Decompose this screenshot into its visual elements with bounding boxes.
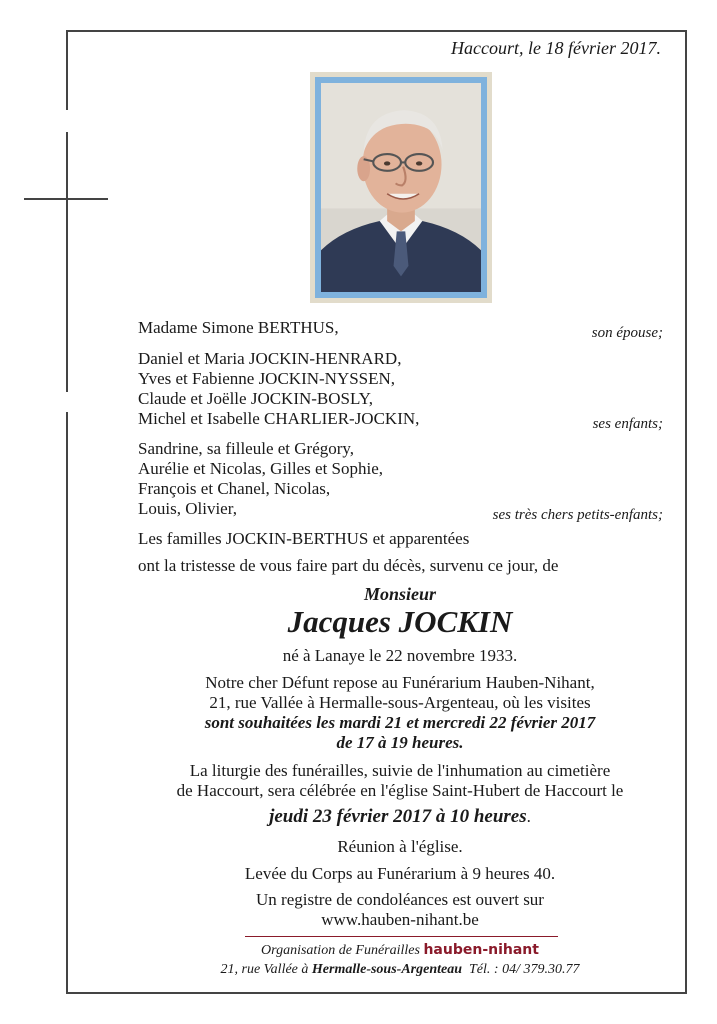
grandchild-line: François et Chanel, Nicolas,	[138, 479, 331, 498]
visitation-hours: de 17 à 19 heures.	[336, 733, 464, 752]
footer-divider	[245, 936, 558, 937]
honorific: Monsieur	[363, 584, 437, 604]
organiser-label: Organisation de Funérailles	[261, 943, 420, 958]
condolences-block	[110, 890, 690, 930]
deceased-name: Jacques JOCKIN	[287, 604, 513, 639]
meeting-block	[110, 837, 690, 857]
liturgy-date-block	[110, 807, 690, 827]
liturgy-line: La liturgie des funérailles, suivie de l'inhumation au cimetière	[189, 761, 611, 780]
birth-block	[110, 646, 690, 666]
grandchild-line: Louis, Olivier,	[138, 499, 237, 518]
liturgy-line: de Haccourt, sera célébrée en l'église Saint-Hubert de Haccourt le	[176, 781, 624, 800]
portrait-mat	[310, 72, 492, 303]
address-town: Hermalle-sous-Argenteau	[311, 962, 463, 977]
child-couple: Daniel et Maria JOCKIN-HENRARD,	[138, 349, 402, 368]
frame-left-border	[66, 412, 68, 994]
visitation-line: Notre cher Défunt repose au Funérarium Hauben-Nihant,	[205, 673, 595, 692]
children-role: ses enfants;	[592, 416, 663, 432]
portrait-border	[315, 77, 487, 298]
meeting-line: Réunion à l'église.	[337, 837, 463, 856]
child-couple: Claude et Joëlle JOCKIN-BOSLY,	[138, 389, 374, 408]
child-couple: Yves et Fabienne JOCKIN-NYSSEN,	[138, 369, 396, 388]
footer-address	[110, 962, 690, 978]
spouse-name: Madame Simone BERTHUS,	[138, 318, 339, 337]
grandchild-line: Sandrine, sa filleule et Grégory,	[138, 439, 355, 458]
visitation-dates: sont souhaitées les mardi 21 et mercredi 22 février 2017	[204, 713, 596, 732]
grandchild-line: Aurélie et Nicolas, Gilles et Sophie,	[138, 459, 384, 478]
frame-top-border	[66, 30, 687, 32]
place-date: Haccourt, le 18 février 2017.	[451, 38, 661, 58]
visitation-block	[110, 673, 690, 753]
announcement-line: ont la tristesse de vous faire part du décès, survenu ce jour, de	[138, 556, 559, 575]
cross-vertical-top	[66, 30, 68, 110]
brand-logo: hauben-nihant	[423, 942, 539, 958]
levee-line: Levée du Corps au Funérarium à 9 heures 40.	[244, 864, 556, 883]
levee-block	[110, 864, 690, 884]
portrait-illustration	[321, 83, 481, 292]
frame-bottom-border	[66, 992, 687, 994]
spouse-block	[138, 318, 339, 338]
cross-vertical-bottom	[66, 132, 68, 392]
condolences-url[interactable]: www.hauben-nihant.be	[321, 910, 479, 929]
funeral-date: jeudi 23 février 2017 à 10 heures	[269, 806, 527, 827]
grandchildren-block	[138, 439, 383, 519]
spouse-role: son épouse;	[591, 325, 663, 341]
families-line: Les familles JOCKIN-BERTHUS et apparentées	[138, 529, 470, 548]
birth-line: né à Lanaye le 22 novembre 1933.	[282, 646, 518, 665]
organiser-line	[110, 942, 690, 959]
cross-horizontal	[24, 198, 108, 200]
children-block	[138, 349, 419, 429]
liturgy-block	[110, 761, 690, 801]
portrait-photo	[321, 83, 481, 292]
child-couple: Michel et Isabelle CHARLIER-JOCKIN,	[138, 409, 420, 428]
condolences-line: Un registre de condoléances est ouvert sur	[256, 890, 544, 909]
funeral-date-end: .	[526, 807, 531, 826]
phone-number: Tél. : 04/ 379.30.77	[469, 962, 580, 977]
address-street: 21, rue Vallée à	[220, 962, 309, 977]
title-block	[110, 584, 690, 604]
grandchildren-role: ses très chers petits-enfants;	[492, 507, 663, 523]
visitation-line: 21, rue Vallée à Hermalle-sous-Argenteau, où les visites	[209, 693, 591, 712]
name-block	[110, 605, 690, 639]
